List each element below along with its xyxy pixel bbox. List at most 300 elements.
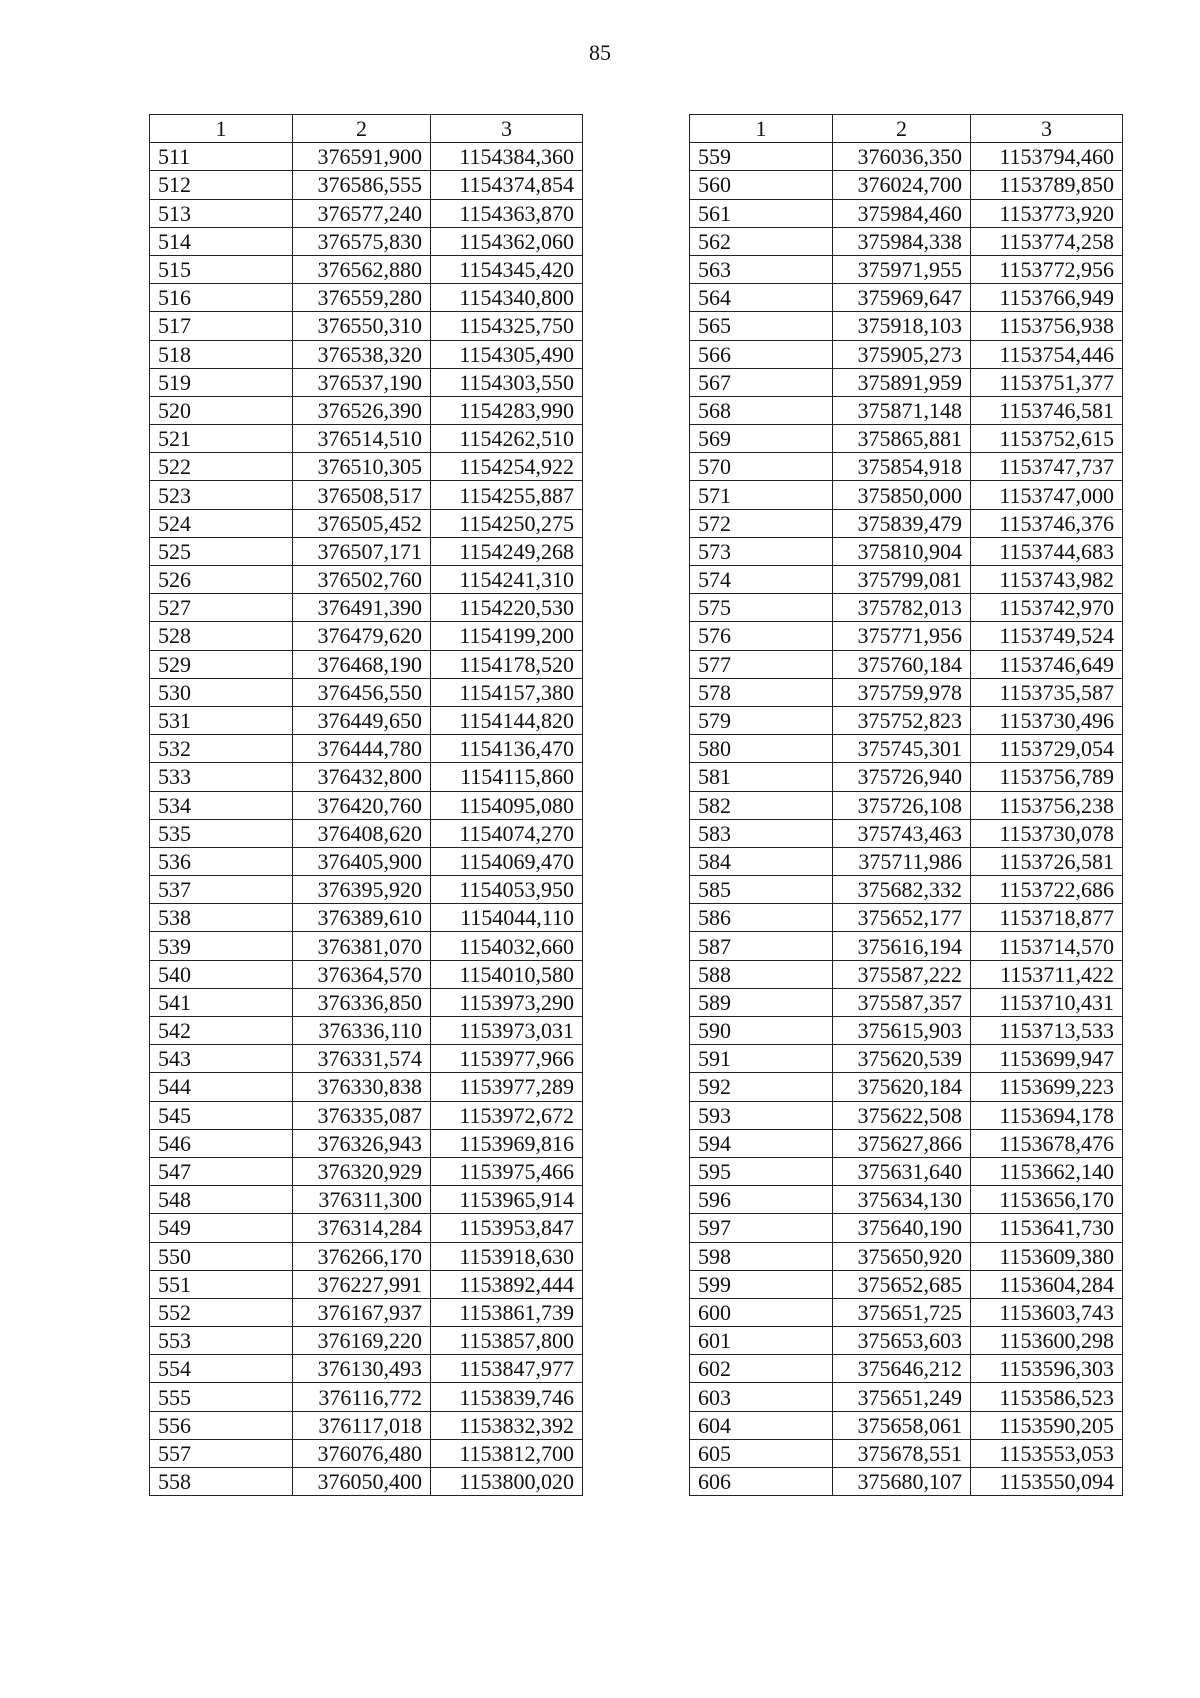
coordinate-y-cell: 1153751,377 bbox=[971, 368, 1123, 396]
coordinate-x-cell: 375810,904 bbox=[833, 537, 971, 565]
point-number-cell: 522 bbox=[150, 453, 293, 481]
coordinate-x-cell: 376591,900 bbox=[293, 143, 431, 171]
table-row bbox=[150, 1327, 583, 1355]
coordinate-x-cell: 376326,943 bbox=[293, 1129, 431, 1157]
coordinate-y-cell: 1154303,550 bbox=[431, 368, 583, 396]
coordinate-y-cell: 1153604,284 bbox=[971, 1270, 1123, 1298]
point-number-cell: 511 bbox=[150, 143, 293, 171]
coordinate-x-cell: 376076,480 bbox=[293, 1439, 431, 1467]
coordinate-x-cell: 375799,081 bbox=[833, 566, 971, 594]
coordinate-y-cell: 1154136,470 bbox=[431, 735, 583, 763]
coordinate-y-cell: 1153746,649 bbox=[971, 650, 1123, 678]
coordinate-x-cell: 376444,780 bbox=[293, 735, 431, 763]
coordinate-y-cell: 1153641,730 bbox=[971, 1214, 1123, 1242]
coordinate-y-cell: 1154074,270 bbox=[431, 819, 583, 847]
point-number-cell: 549 bbox=[150, 1214, 293, 1242]
coordinate-y-cell: 1153713,533 bbox=[971, 1017, 1123, 1045]
coordinate-y-cell: 1153756,938 bbox=[971, 312, 1123, 340]
point-number-cell: 539 bbox=[150, 932, 293, 960]
coordinate-x-cell: 375854,918 bbox=[833, 453, 971, 481]
coordinate-y-cell: 1153714,570 bbox=[971, 932, 1123, 960]
point-number-cell: 597 bbox=[690, 1214, 833, 1242]
point-number-cell: 559 bbox=[690, 143, 833, 171]
coordinate-x-cell: 376420,760 bbox=[293, 791, 431, 819]
table-row bbox=[690, 876, 1123, 904]
point-number-cell: 533 bbox=[150, 763, 293, 791]
point-number-cell: 573 bbox=[690, 537, 833, 565]
point-number-cell: 596 bbox=[690, 1186, 833, 1214]
coordinate-y-cell: 1154115,860 bbox=[431, 763, 583, 791]
coordinate-x-cell: 375850,000 bbox=[833, 481, 971, 509]
point-number-cell: 562 bbox=[690, 227, 833, 255]
point-number-cell: 552 bbox=[150, 1298, 293, 1326]
coordinate-y-cell: 1153694,178 bbox=[971, 1101, 1123, 1129]
coordinate-y-cell: 1153678,476 bbox=[971, 1129, 1123, 1157]
coordinate-y-cell: 1153730,078 bbox=[971, 819, 1123, 847]
coordinate-x-cell: 375678,551 bbox=[833, 1439, 971, 1467]
table-row bbox=[150, 1101, 583, 1129]
coordinate-y-cell: 1153973,031 bbox=[431, 1017, 583, 1045]
coordinate-x-cell: 376456,550 bbox=[293, 678, 431, 706]
coordinate-x-cell: 376575,830 bbox=[293, 227, 431, 255]
point-number-cell: 554 bbox=[150, 1355, 293, 1383]
coordinate-x-cell: 375651,725 bbox=[833, 1298, 971, 1326]
coordinate-x-cell: 376502,760 bbox=[293, 566, 431, 594]
table-row bbox=[690, 678, 1123, 706]
coordinate-x-cell: 376167,937 bbox=[293, 1298, 431, 1326]
table-row bbox=[150, 1157, 583, 1185]
coordinate-x-cell: 375771,956 bbox=[833, 622, 971, 650]
point-number-cell: 564 bbox=[690, 284, 833, 312]
coordinate-y-cell: 1154283,990 bbox=[431, 396, 583, 424]
point-number-cell: 536 bbox=[150, 847, 293, 875]
coordinate-y-cell: 1153596,303 bbox=[971, 1355, 1123, 1383]
table-row bbox=[690, 735, 1123, 763]
coordinate-y-cell: 1153972,672 bbox=[431, 1101, 583, 1129]
table-row bbox=[690, 566, 1123, 594]
coordinate-y-cell: 1154362,060 bbox=[431, 227, 583, 255]
coordinate-x-cell: 375650,920 bbox=[833, 1242, 971, 1270]
point-number-cell: 557 bbox=[150, 1439, 293, 1467]
table-row bbox=[150, 1186, 583, 1214]
coordinate-y-cell: 1153586,523 bbox=[971, 1383, 1123, 1411]
table-row bbox=[150, 255, 583, 283]
table-row bbox=[150, 1383, 583, 1411]
coordinate-y-cell: 1153772,956 bbox=[971, 255, 1123, 283]
table-row bbox=[150, 1045, 583, 1073]
coordinate-y-cell: 1153766,949 bbox=[971, 284, 1123, 312]
coordinate-x-cell: 376479,620 bbox=[293, 622, 431, 650]
coordinate-x-cell: 376514,510 bbox=[293, 425, 431, 453]
coordinate-y-cell: 1153711,422 bbox=[971, 960, 1123, 988]
table-row bbox=[690, 622, 1123, 650]
point-number-cell: 540 bbox=[150, 960, 293, 988]
coordinate-x-cell: 375631,640 bbox=[833, 1157, 971, 1185]
table-row bbox=[150, 284, 583, 312]
point-number-cell: 581 bbox=[690, 763, 833, 791]
table-row bbox=[150, 312, 583, 340]
coordinate-y-cell: 1153726,581 bbox=[971, 847, 1123, 875]
table-row bbox=[150, 143, 583, 171]
point-number-cell: 537 bbox=[150, 876, 293, 904]
coordinate-x-cell: 375651,249 bbox=[833, 1383, 971, 1411]
coordinate-x-cell: 376169,220 bbox=[293, 1327, 431, 1355]
table-row bbox=[150, 566, 583, 594]
point-number-cell: 560 bbox=[690, 171, 833, 199]
table-row bbox=[690, 453, 1123, 481]
point-number-cell: 586 bbox=[690, 904, 833, 932]
table-row bbox=[690, 143, 1123, 171]
table-row bbox=[150, 735, 583, 763]
coordinate-x-cell: 376550,310 bbox=[293, 312, 431, 340]
coordinate-y-cell: 1154374,854 bbox=[431, 171, 583, 199]
coordinate-y-cell: 1153742,970 bbox=[971, 594, 1123, 622]
coordinate-y-cell: 1154254,922 bbox=[431, 453, 583, 481]
coordinate-x-cell: 375760,184 bbox=[833, 650, 971, 678]
point-number-cell: 603 bbox=[690, 1383, 833, 1411]
point-number-cell: 604 bbox=[690, 1411, 833, 1439]
point-number-cell: 571 bbox=[690, 481, 833, 509]
table-row bbox=[150, 171, 583, 199]
point-number-cell: 529 bbox=[150, 650, 293, 678]
point-number-cell: 598 bbox=[690, 1242, 833, 1270]
table-row bbox=[690, 1045, 1123, 1073]
table-row bbox=[690, 1270, 1123, 1298]
coordinate-x-cell: 376336,110 bbox=[293, 1017, 431, 1045]
point-number-cell: 513 bbox=[150, 199, 293, 227]
point-number-cell: 524 bbox=[150, 509, 293, 537]
coordinate-x-cell: 375640,190 bbox=[833, 1214, 971, 1242]
coordinate-x-cell: 376116,772 bbox=[293, 1383, 431, 1411]
table-row bbox=[690, 1101, 1123, 1129]
coordinate-y-cell: 1154053,950 bbox=[431, 876, 583, 904]
point-number-cell: 595 bbox=[690, 1157, 833, 1185]
table-row bbox=[150, 1270, 583, 1298]
table-row bbox=[690, 988, 1123, 1016]
coordinate-x-cell: 375646,212 bbox=[833, 1355, 971, 1383]
point-number-cell: 568 bbox=[690, 396, 833, 424]
table-row bbox=[690, 706, 1123, 734]
coordinate-x-cell: 376330,838 bbox=[293, 1073, 431, 1101]
coordinate-y-cell: 1154249,268 bbox=[431, 537, 583, 565]
table-row bbox=[690, 1017, 1123, 1045]
coordinate-y-cell: 1154262,510 bbox=[431, 425, 583, 453]
table-row bbox=[690, 1355, 1123, 1383]
point-number-cell: 582 bbox=[690, 791, 833, 819]
coordinate-y-cell: 1154178,520 bbox=[431, 650, 583, 678]
coordinate-y-cell: 1153800,020 bbox=[431, 1468, 583, 1496]
point-number-cell: 532 bbox=[150, 735, 293, 763]
coordinate-y-cell: 1153812,700 bbox=[431, 1439, 583, 1467]
point-number-cell: 550 bbox=[150, 1242, 293, 1270]
coordinate-x-cell: 376389,610 bbox=[293, 904, 431, 932]
coordinate-x-cell: 376537,190 bbox=[293, 368, 431, 396]
point-number-cell: 515 bbox=[150, 255, 293, 283]
coordinate-x-cell: 375587,222 bbox=[833, 960, 971, 988]
coordinate-y-cell: 1153749,524 bbox=[971, 622, 1123, 650]
coordinate-y-cell: 1153746,376 bbox=[971, 509, 1123, 537]
point-number-cell: 547 bbox=[150, 1157, 293, 1185]
coordinate-y-cell: 1153918,630 bbox=[431, 1242, 583, 1270]
coordinate-x-cell: 375984,338 bbox=[833, 227, 971, 255]
point-number-cell: 526 bbox=[150, 566, 293, 594]
table-row bbox=[150, 791, 583, 819]
coordinate-x-cell: 376491,390 bbox=[293, 594, 431, 622]
coordinate-y-cell: 1153747,000 bbox=[971, 481, 1123, 509]
coordinate-x-cell: 376117,018 bbox=[293, 1411, 431, 1439]
point-number-cell: 583 bbox=[690, 819, 833, 847]
coordinate-y-cell: 1153756,789 bbox=[971, 763, 1123, 791]
table-row bbox=[150, 650, 583, 678]
coordinate-x-cell: 376395,920 bbox=[293, 876, 431, 904]
coordinate-y-cell: 1154144,820 bbox=[431, 706, 583, 734]
coordinate-y-cell: 1154363,870 bbox=[431, 199, 583, 227]
coordinate-x-cell: 376405,900 bbox=[293, 847, 431, 875]
coordinate-y-cell: 1153603,743 bbox=[971, 1298, 1123, 1326]
table-row bbox=[150, 1129, 583, 1157]
coordinate-x-cell: 375620,539 bbox=[833, 1045, 971, 1073]
point-number-cell: 577 bbox=[690, 650, 833, 678]
table-row bbox=[150, 1242, 583, 1270]
table-row bbox=[150, 988, 583, 1016]
table-row bbox=[150, 1214, 583, 1242]
coordinate-y-cell: 1154340,800 bbox=[431, 284, 583, 312]
coordinate-y-cell: 1154032,660 bbox=[431, 932, 583, 960]
point-number-cell: 599 bbox=[690, 1270, 833, 1298]
coordinate-y-cell: 1153710,431 bbox=[971, 988, 1123, 1016]
table-row bbox=[690, 481, 1123, 509]
coordinate-y-cell: 1153861,739 bbox=[431, 1298, 583, 1326]
coordinate-y-cell: 1153744,683 bbox=[971, 537, 1123, 565]
table-row bbox=[150, 622, 583, 650]
coordinate-y-cell: 1154095,080 bbox=[431, 791, 583, 819]
coordinate-y-cell: 1153965,914 bbox=[431, 1186, 583, 1214]
coordinate-y-cell: 1154305,490 bbox=[431, 340, 583, 368]
coordinate-y-cell: 1154220,530 bbox=[431, 594, 583, 622]
table-row bbox=[690, 425, 1123, 453]
point-number-cell: 512 bbox=[150, 171, 293, 199]
coordinate-y-cell: 1153718,877 bbox=[971, 904, 1123, 932]
coordinate-x-cell: 375627,866 bbox=[833, 1129, 971, 1157]
coordinate-x-cell: 375905,273 bbox=[833, 340, 971, 368]
table-row bbox=[690, 1411, 1123, 1439]
coordinate-y-cell: 1154384,360 bbox=[431, 143, 583, 171]
point-number-cell: 555 bbox=[150, 1383, 293, 1411]
point-number-cell: 606 bbox=[690, 1468, 833, 1496]
point-number-cell: 601 bbox=[690, 1327, 833, 1355]
table-row bbox=[150, 847, 583, 875]
table-row bbox=[150, 678, 583, 706]
point-number-cell: 520 bbox=[150, 396, 293, 424]
point-number-cell: 567 bbox=[690, 368, 833, 396]
table-row bbox=[690, 650, 1123, 678]
coordinate-x-cell: 375622,508 bbox=[833, 1101, 971, 1129]
coordinate-x-cell: 376510,305 bbox=[293, 453, 431, 481]
coordinate-x-cell: 376408,620 bbox=[293, 819, 431, 847]
point-number-cell: 605 bbox=[690, 1439, 833, 1467]
table-row bbox=[150, 199, 583, 227]
column-header-3: 3 bbox=[971, 115, 1123, 143]
table-header-row bbox=[690, 115, 1123, 143]
point-number-cell: 566 bbox=[690, 340, 833, 368]
coordinate-x-cell: 375984,460 bbox=[833, 199, 971, 227]
coordinate-y-cell: 1153973,290 bbox=[431, 988, 583, 1016]
coordinate-x-cell: 376331,574 bbox=[293, 1045, 431, 1073]
coordinate-x-cell: 375726,108 bbox=[833, 791, 971, 819]
table-row bbox=[690, 227, 1123, 255]
point-number-cell: 600 bbox=[690, 1298, 833, 1326]
table-row bbox=[690, 960, 1123, 988]
point-number-cell: 587 bbox=[690, 932, 833, 960]
coordinate-x-cell: 375634,130 bbox=[833, 1186, 971, 1214]
point-number-cell: 531 bbox=[150, 706, 293, 734]
table-row bbox=[150, 1017, 583, 1045]
coordinate-x-cell: 376507,171 bbox=[293, 537, 431, 565]
coordinate-y-cell: 1153847,977 bbox=[431, 1355, 583, 1383]
point-number-cell: 519 bbox=[150, 368, 293, 396]
point-number-cell: 602 bbox=[690, 1355, 833, 1383]
coordinate-y-cell: 1154199,200 bbox=[431, 622, 583, 650]
table-row bbox=[150, 227, 583, 255]
point-number-cell: 584 bbox=[690, 847, 833, 875]
page-number: 85 bbox=[589, 40, 611, 65]
point-number-cell: 542 bbox=[150, 1017, 293, 1045]
coordinate-y-cell: 1153747,737 bbox=[971, 453, 1123, 481]
point-number-cell: 541 bbox=[150, 988, 293, 1016]
coordinate-y-cell: 1154241,310 bbox=[431, 566, 583, 594]
coordinate-x-cell: 375616,194 bbox=[833, 932, 971, 960]
coordinate-x-cell: 376335,087 bbox=[293, 1101, 431, 1129]
point-number-cell: 563 bbox=[690, 255, 833, 283]
point-number-cell: 535 bbox=[150, 819, 293, 847]
coordinate-x-cell: 375918,103 bbox=[833, 312, 971, 340]
coordinate-y-cell: 1153832,392 bbox=[431, 1411, 583, 1439]
table-row bbox=[690, 847, 1123, 875]
coordinate-y-cell: 1153774,258 bbox=[971, 227, 1123, 255]
coordinate-x-cell: 375782,013 bbox=[833, 594, 971, 622]
table-row bbox=[690, 1157, 1123, 1185]
coordinate-x-cell: 376577,240 bbox=[293, 199, 431, 227]
coordinate-y-cell: 1153746,581 bbox=[971, 396, 1123, 424]
table-row bbox=[150, 368, 583, 396]
point-number-cell: 551 bbox=[150, 1270, 293, 1298]
coordinate-y-cell: 1154250,275 bbox=[431, 509, 583, 537]
table-row bbox=[150, 594, 583, 622]
column-header-2: 2 bbox=[833, 115, 971, 143]
point-number-cell: 544 bbox=[150, 1073, 293, 1101]
coordinate-y-cell: 1153754,446 bbox=[971, 340, 1123, 368]
table-row bbox=[690, 594, 1123, 622]
coordinate-x-cell: 375969,647 bbox=[833, 284, 971, 312]
coordinate-x-cell: 375620,184 bbox=[833, 1073, 971, 1101]
coordinate-y-cell: 1153699,223 bbox=[971, 1073, 1123, 1101]
table-row bbox=[690, 171, 1123, 199]
table-header-row bbox=[150, 115, 583, 143]
table-row bbox=[690, 368, 1123, 396]
coordinate-y-cell: 1153977,289 bbox=[431, 1073, 583, 1101]
coordinate-x-cell: 376449,650 bbox=[293, 706, 431, 734]
coordinate-x-cell: 376314,284 bbox=[293, 1214, 431, 1242]
coordinate-y-cell: 1153656,170 bbox=[971, 1186, 1123, 1214]
table-row bbox=[150, 453, 583, 481]
coordinate-x-cell: 375839,479 bbox=[833, 509, 971, 537]
coordinate-x-cell: 376130,493 bbox=[293, 1355, 431, 1383]
table-row bbox=[690, 1129, 1123, 1157]
coordinate-x-cell: 376336,850 bbox=[293, 988, 431, 1016]
coordinate-x-cell: 375658,061 bbox=[833, 1411, 971, 1439]
point-number-cell: 538 bbox=[150, 904, 293, 932]
coordinate-y-cell: 1153969,816 bbox=[431, 1129, 583, 1157]
coordinate-y-cell: 1153590,205 bbox=[971, 1411, 1123, 1439]
table-row bbox=[150, 1073, 583, 1101]
table-row bbox=[150, 876, 583, 904]
point-number-cell: 534 bbox=[150, 791, 293, 819]
point-number-cell: 527 bbox=[150, 594, 293, 622]
table-row bbox=[150, 396, 583, 424]
table-row bbox=[690, 1073, 1123, 1101]
coordinate-y-cell: 1153729,054 bbox=[971, 735, 1123, 763]
coordinate-y-cell: 1153857,800 bbox=[431, 1327, 583, 1355]
table-row bbox=[150, 1411, 583, 1439]
point-number-cell: 543 bbox=[150, 1045, 293, 1073]
table-row bbox=[690, 1468, 1123, 1496]
point-number-cell: 514 bbox=[150, 227, 293, 255]
coordinate-x-cell: 375891,959 bbox=[833, 368, 971, 396]
table-row bbox=[150, 819, 583, 847]
coordinate-y-cell: 1154157,380 bbox=[431, 678, 583, 706]
point-number-cell: 516 bbox=[150, 284, 293, 312]
coordinate-x-cell: 376526,390 bbox=[293, 396, 431, 424]
point-number-cell: 558 bbox=[150, 1468, 293, 1496]
coordinate-x-cell: 376586,555 bbox=[293, 171, 431, 199]
coordinate-x-cell: 376320,929 bbox=[293, 1157, 431, 1185]
coordinate-y-cell: 1153730,496 bbox=[971, 706, 1123, 734]
coordinate-y-cell: 1153600,298 bbox=[971, 1327, 1123, 1355]
coordinate-y-cell: 1154345,420 bbox=[431, 255, 583, 283]
coordinate-y-cell: 1153550,094 bbox=[971, 1468, 1123, 1496]
coordinate-y-cell: 1153735,587 bbox=[971, 678, 1123, 706]
table-row bbox=[690, 904, 1123, 932]
point-number-cell: 575 bbox=[690, 594, 833, 622]
coordinate-x-cell: 376050,400 bbox=[293, 1468, 431, 1496]
point-number-cell: 590 bbox=[690, 1017, 833, 1045]
point-number-cell: 580 bbox=[690, 735, 833, 763]
coordinate-x-cell: 375745,301 bbox=[833, 735, 971, 763]
table-row bbox=[690, 1298, 1123, 1326]
table-row bbox=[150, 509, 583, 537]
point-number-cell: 523 bbox=[150, 481, 293, 509]
coordinate-x-cell: 376024,700 bbox=[833, 171, 971, 199]
point-number-cell: 525 bbox=[150, 537, 293, 565]
table-row bbox=[150, 1468, 583, 1496]
table-row bbox=[150, 763, 583, 791]
table-row bbox=[690, 284, 1123, 312]
point-number-cell: 553 bbox=[150, 1327, 293, 1355]
table-row bbox=[690, 1327, 1123, 1355]
table-row bbox=[150, 706, 583, 734]
coordinate-y-cell: 1153794,460 bbox=[971, 143, 1123, 171]
coordinate-y-cell: 1154010,580 bbox=[431, 960, 583, 988]
table-row bbox=[690, 1214, 1123, 1242]
table-row bbox=[690, 1242, 1123, 1270]
coordinate-x-cell: 375752,823 bbox=[833, 706, 971, 734]
point-number-cell: 591 bbox=[690, 1045, 833, 1073]
table-row bbox=[690, 932, 1123, 960]
coordinate-y-cell: 1153789,850 bbox=[971, 171, 1123, 199]
point-number-cell: 594 bbox=[690, 1129, 833, 1157]
coordinate-y-cell: 1153839,746 bbox=[431, 1383, 583, 1411]
point-number-cell: 593 bbox=[690, 1101, 833, 1129]
